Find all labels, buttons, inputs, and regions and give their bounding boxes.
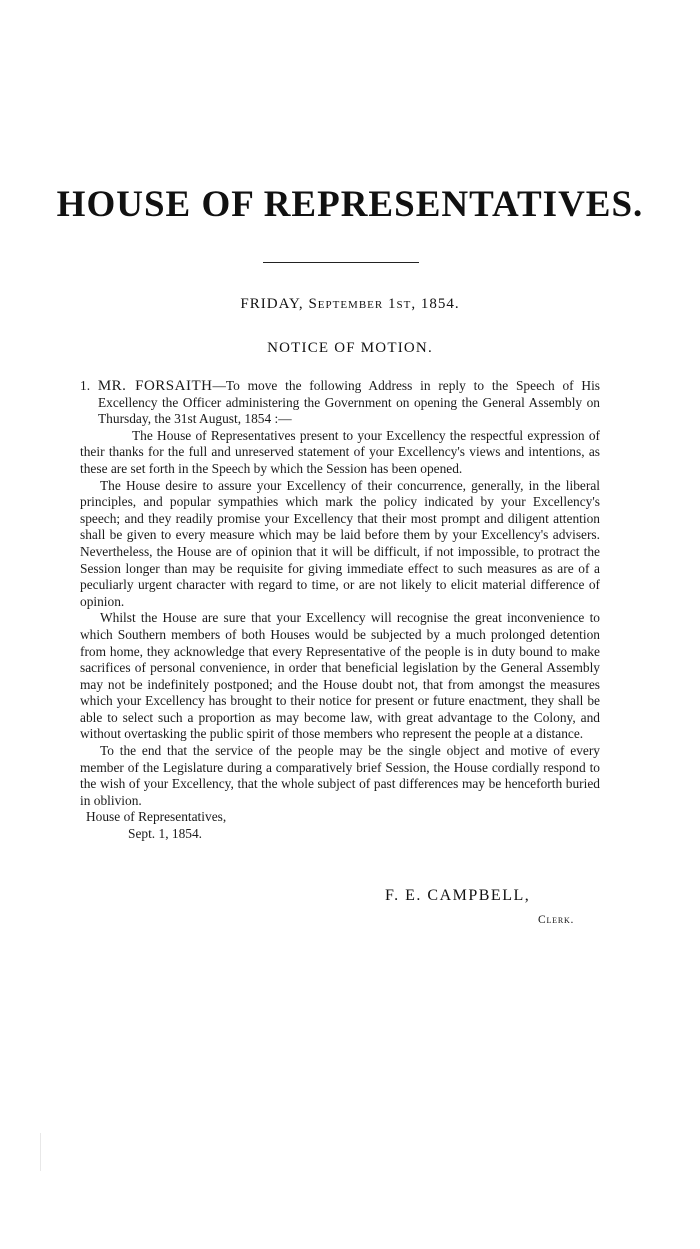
notice-heading: NOTICE OF MOTION. [267, 340, 433, 356]
signoff-date: Sept. 1, 1854. [128, 826, 203, 842]
date-rest: September 1st, 1854. [308, 296, 460, 312]
scan-mark [40, 1133, 41, 1171]
clerk-title: Clerk. [538, 914, 575, 926]
title-divider [263, 262, 419, 263]
motion-mover: MR. FORSAITH [97, 378, 213, 394]
motion-number: 1. [80, 378, 91, 393]
page-title: HOUSE OF REPRESENTATIVES. [56, 184, 644, 225]
clerk-signature: F. E. CAMPBELL, [385, 887, 531, 904]
motion-intro-text: —To move the following Address in reply to the Speech of His Excellency the Officer administering the Government on opening the General Assembly on Thursday, the 31st August, 1854 :— [98, 378, 600, 427]
address-paragraph-2: The House desire to assure your Excellency of their concurrence, generally, in the liberal principles, and popular sympathies which mark the policy indicated by your Excellency's speech; and they readily promise your Excellency that their most prompt and diligent attention shall be given to every measure which may be laid before them by your Excellency's advisers. Nevertheless, the House are of opinion that it will be difficult, if not impossible, to protract the Session longer than may be requisite for giving immediate effect to such measures as are of a peculiarly urgent character with regard to time, or are not likely to elicit material difference of opinion. [80, 477, 600, 609]
date-day: FRIDAY, [240, 296, 304, 312]
address-paragraph-3: Whilst the House are sure that your Excellency will recognise the great inconvenience to which Southern members of both Houses would be subjected by a much prolonged detention from home, they acknowledge that every Representative of the people is in duty bound to make sacrifices of personal convenience, in order that beneficial legislation by the General Assembly may not be indefinitely postponed; and the House doubt not, that from amongst the measures which your Excellency has brought to their notice for present or future enactment, they shall be able to select such a proportion as may become law, with great advantage to the Colony, and without overtasking the public spirit of those members who represent the people at a distance. [80, 610, 600, 742]
motion-body [80, 378, 600, 843]
address-paragraph-4: To the end that the service of the people may be the single object and motive of every member of the Legislature during a comparatively brief Session, the House cordially respond to the wish of your Excellency, that the whole subject of past differences may be henceforth buried in oblivion. [80, 743, 600, 808]
address-paragraph-1: The House of Representatives present to your Excellency the respectful expression of their thanks for the full and unreserved statement of your Excellency's views and intentions, as these are set forth in the Speech by which the Session has been opened. [80, 427, 600, 476]
session-date [0, 296, 700, 313]
motion-intro [80, 378, 600, 428]
signoff-place: House of Representatives, [86, 809, 227, 825]
